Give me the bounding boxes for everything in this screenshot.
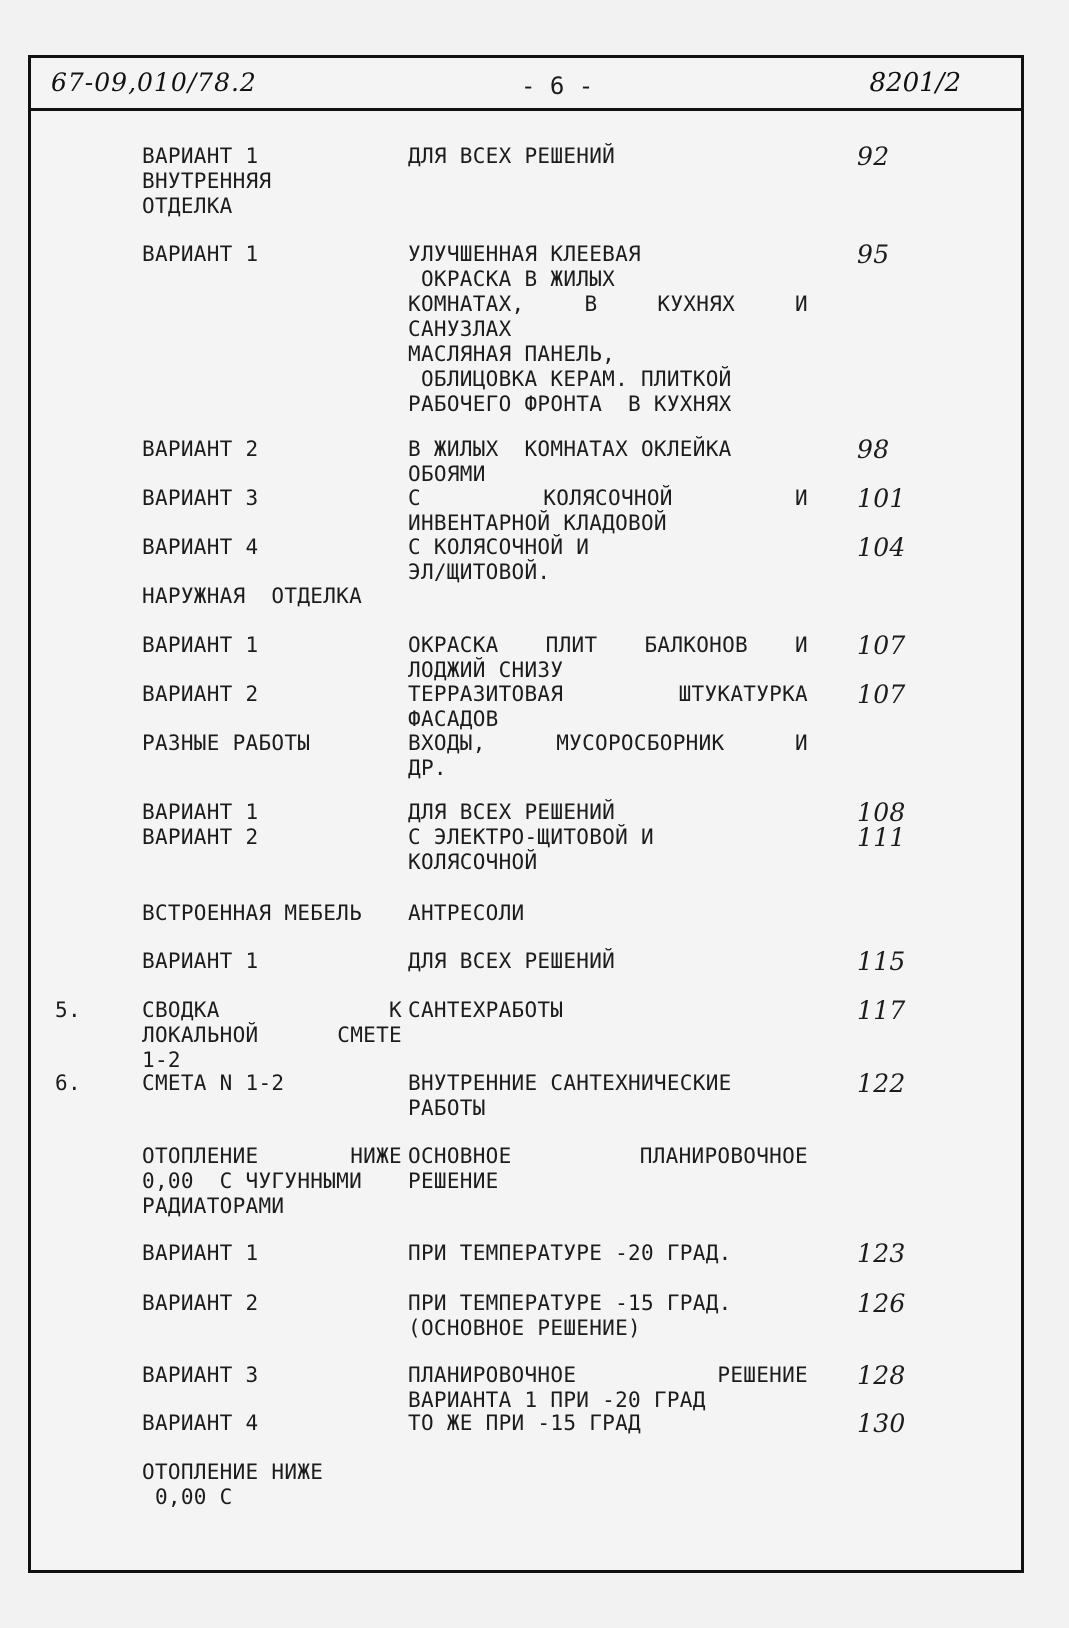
section-number: 6. <box>55 1071 81 1095</box>
item-description <box>408 998 808 1023</box>
item-description <box>408 1071 808 1121</box>
page-reference <box>857 1363 937 1388</box>
text-line: ПЛАНИРОВОЧНОЕ РЕШЕНИЕ <box>408 1363 808 1387</box>
item-title <box>142 1144 402 1219</box>
text-line: ВХОДЫ, МУСОРОСБОРНИК И <box>408 731 808 755</box>
text-line: ВАРИАНТ 4 <box>142 1411 259 1435</box>
text-line: РАЗНЫЕ РАБОТЫ <box>142 731 311 755</box>
text-line: ВАРИАНТ 1 <box>142 800 259 824</box>
text-line: ВАРИАНТ 2 <box>142 1291 259 1315</box>
text-line: ВАРИАНТ 1 <box>142 949 259 973</box>
text-line: ЛОДЖИЙ СНИЗУ <box>408 658 564 682</box>
text-line: ОБЛИЦОВКА КЕРАМ. ПЛИТКОЙ <box>408 367 732 391</box>
text-line: ПРИ ТЕМПЕРАТУРЕ -20 ГРАД. <box>408 1241 732 1265</box>
page-reference-number: 123 <box>857 1239 906 1268</box>
page-reference-number: 117 <box>857 996 906 1025</box>
text-line: ЭЛ/ЩИТОВОЙ. <box>408 560 551 584</box>
document-code: 67-09,010/78.2 <box>51 68 257 97</box>
section-number: 5. <box>55 998 81 1022</box>
item-title <box>142 437 402 462</box>
text-line: ВАРИАНТА 1 ПРИ -20 ГРАД <box>408 1388 706 1412</box>
page-reference <box>857 800 937 850</box>
text-line: РАБОТЫ <box>408 1096 486 1120</box>
page-reference <box>857 1291 937 1316</box>
text-line: ТЕРРАЗИТОВАЯ ШТУКАТУРКА <box>408 682 808 706</box>
item-description <box>408 144 808 169</box>
text-line: РАДИАТОРАМИ <box>142 1194 285 1218</box>
page-reference-number: 108 <box>857 798 906 827</box>
item-title <box>142 1071 402 1096</box>
text-line: ВАРИАНТ 2 <box>142 682 259 706</box>
page-reference <box>857 486 937 511</box>
page-reference <box>857 242 937 267</box>
text-line: ОТДЕЛКА <box>142 194 233 218</box>
page-reference <box>857 1241 937 1266</box>
text-line: ВАРИАНТ 3 <box>142 1363 259 1387</box>
item-description <box>408 437 808 487</box>
item-description <box>408 1241 808 1266</box>
text-line: ЛОКАЛЬНОЙ СМЕТЕ <box>142 1023 402 1047</box>
text-line: ДЛЯ ВСЕХ РЕШЕНИЙ <box>408 949 616 973</box>
item-title <box>142 682 402 707</box>
text-line: УЛУЧШЕННАЯ КЛЕЕВАЯ <box>408 242 641 266</box>
page-reference <box>857 998 937 1023</box>
page-reference <box>857 682 937 707</box>
text-line: В ЖИЛЫХ КОМНАТАХ ОКЛЕЙКА <box>408 437 732 461</box>
page-reference-number: 92 <box>857 142 890 171</box>
item-title <box>142 1291 402 1316</box>
text-line: 0,00 С <box>142 1485 233 1509</box>
page-reference <box>857 949 937 974</box>
text-line: 0,00 С ЧУГУННЫМИ <box>142 1169 363 1193</box>
page-reference <box>857 1071 937 1096</box>
text-line: 1-2 <box>142 1048 181 1072</box>
item-description <box>408 682 808 732</box>
page-reference <box>857 535 937 560</box>
text-line: КОМНАТАХ, В КУХНЯХ И <box>408 292 808 316</box>
text-line: ОКРАСКА ПЛИТ БАЛКОНОВ И <box>408 633 808 657</box>
text-line: С КОЛЯСОЧНОЙ И <box>408 535 590 559</box>
text-line: ФАСАДОВ <box>408 707 499 731</box>
item-title <box>142 1363 402 1388</box>
text-line: ВСТРОЕННАЯ МЕБЕЛЬ <box>142 901 363 925</box>
text-line: МАСЛЯНАЯ ПАНЕЛЬ, <box>408 342 616 366</box>
text-line: С ЭЛЕКТРО-ЩИТОВОЙ И <box>408 825 654 849</box>
item-description <box>408 1291 808 1341</box>
page-reference-number: 111 <box>857 823 906 852</box>
page-reference-number: 130 <box>857 1409 906 1438</box>
page-frame <box>28 55 1024 1573</box>
text-line: СВОДКА К <box>142 998 402 1022</box>
page-reference-number: 95 <box>857 240 890 269</box>
text-line: (ОСНОВНОЕ РЕШЕНИЕ) <box>408 1316 641 1340</box>
text-line: НАРУЖНАЯ ОТДЕЛКА <box>142 584 363 608</box>
page-reference-number: 107 <box>857 631 906 660</box>
text-line: ВАРИАНТ 3 <box>142 486 259 510</box>
item-title <box>142 633 402 658</box>
page-reference-number: 128 <box>857 1361 906 1390</box>
item-description <box>408 901 808 926</box>
text-line: РАБОЧЕГО ФРОНТА В КУХНЯХ <box>408 392 732 416</box>
item-description <box>408 1144 808 1194</box>
item-title <box>142 1460 402 1510</box>
page-reference-number: 115 <box>857 947 906 976</box>
text-line: ВАРИАНТ 1 <box>142 242 259 266</box>
item-title <box>142 486 402 511</box>
text-line: С КОЛЯСОЧНОЙ И <box>408 486 808 510</box>
item-title <box>142 1241 402 1266</box>
text-line: ВАРИАНТ 2 <box>142 437 259 461</box>
text-line: ДЛЯ ВСЕХ РЕШЕНИЙ <box>408 144 616 168</box>
item-title <box>142 901 402 926</box>
text-line: ВАРИАНТ 1 <box>142 633 259 657</box>
text-line: ОТОПЛЕНИЕ НИЖЕ <box>142 1144 402 1168</box>
item-description <box>408 1411 808 1436</box>
contents-table <box>31 111 1021 1570</box>
item-description <box>408 486 808 536</box>
text-line: КОЛЯСОЧНОЙ <box>408 850 538 874</box>
text-line: ВНУТРЕННИЕ САНТЕХНИЧЕСКИЕ <box>408 1071 732 1095</box>
item-title <box>142 242 402 267</box>
page-reference-number: 122 <box>857 1069 906 1098</box>
text-line: ИНВЕНТАРНОЙ КЛАДОВОЙ <box>408 511 667 535</box>
text-line: РЕШЕНИЕ <box>408 1169 499 1193</box>
sheet-code: 8201/2 <box>869 68 961 98</box>
item-description <box>408 535 808 585</box>
item-description <box>408 242 808 417</box>
item-description <box>408 1363 808 1413</box>
text-line: ОТОПЛЕНИЕ НИЖЕ <box>142 1460 324 1484</box>
item-title <box>142 731 402 756</box>
text-line: ВНУТРЕННЯЯ <box>142 169 272 193</box>
page-reference-number: 126 <box>857 1289 906 1318</box>
text-line: ОКРАСКА В ЖИЛЫХ <box>408 267 616 291</box>
text-line: САНУЗЛАХ <box>408 317 512 341</box>
page-reference-number: 101 <box>857 484 906 513</box>
text-line: САНТЕХРАБОТЫ <box>408 998 564 1022</box>
text-line: ОБОЯМИ <box>408 462 486 486</box>
item-title <box>142 998 402 1073</box>
item-description <box>408 633 808 683</box>
page-reference-number: 107 <box>857 680 906 709</box>
text-line: ОСНОВНОЕ ПЛАНИРОВОЧНОЕ <box>408 1144 808 1168</box>
text-line: ПРИ ТЕМПЕРАТУРЕ -15 ГРАД. <box>408 1291 732 1315</box>
item-title <box>142 584 402 609</box>
text-line: ТО ЖЕ ПРИ -15 ГРАД <box>408 1411 641 1435</box>
item-title <box>142 1411 402 1436</box>
page-reference <box>857 437 937 462</box>
item-description <box>408 949 808 974</box>
item-title <box>142 535 402 560</box>
text-line: ВАРИАНТ 1 <box>142 144 259 168</box>
item-title <box>142 949 402 974</box>
item-title <box>142 144 402 219</box>
item-description <box>408 800 808 875</box>
text-line: ДР. <box>408 756 447 780</box>
item-title <box>142 800 402 850</box>
page-header <box>31 58 1021 111</box>
page-reference <box>857 633 937 658</box>
page-reference <box>857 144 937 169</box>
text-line: АНТРЕСОЛИ <box>408 901 525 925</box>
text-line: ВАРИАНТ 4 <box>142 535 259 559</box>
page-reference <box>857 1411 937 1436</box>
page-reference-number: 104 <box>857 533 906 562</box>
page-reference-number: 98 <box>857 435 890 464</box>
page-number: - 6 - <box>521 72 594 100</box>
text-line: СМЕТА N 1-2 <box>142 1071 285 1095</box>
item-description <box>408 731 808 781</box>
text-line: ВАРИАНТ 2 <box>142 825 259 849</box>
text-line: ДЛЯ ВСЕХ РЕШЕНИЙ <box>408 800 616 824</box>
text-line: ВАРИАНТ 1 <box>142 1241 259 1265</box>
